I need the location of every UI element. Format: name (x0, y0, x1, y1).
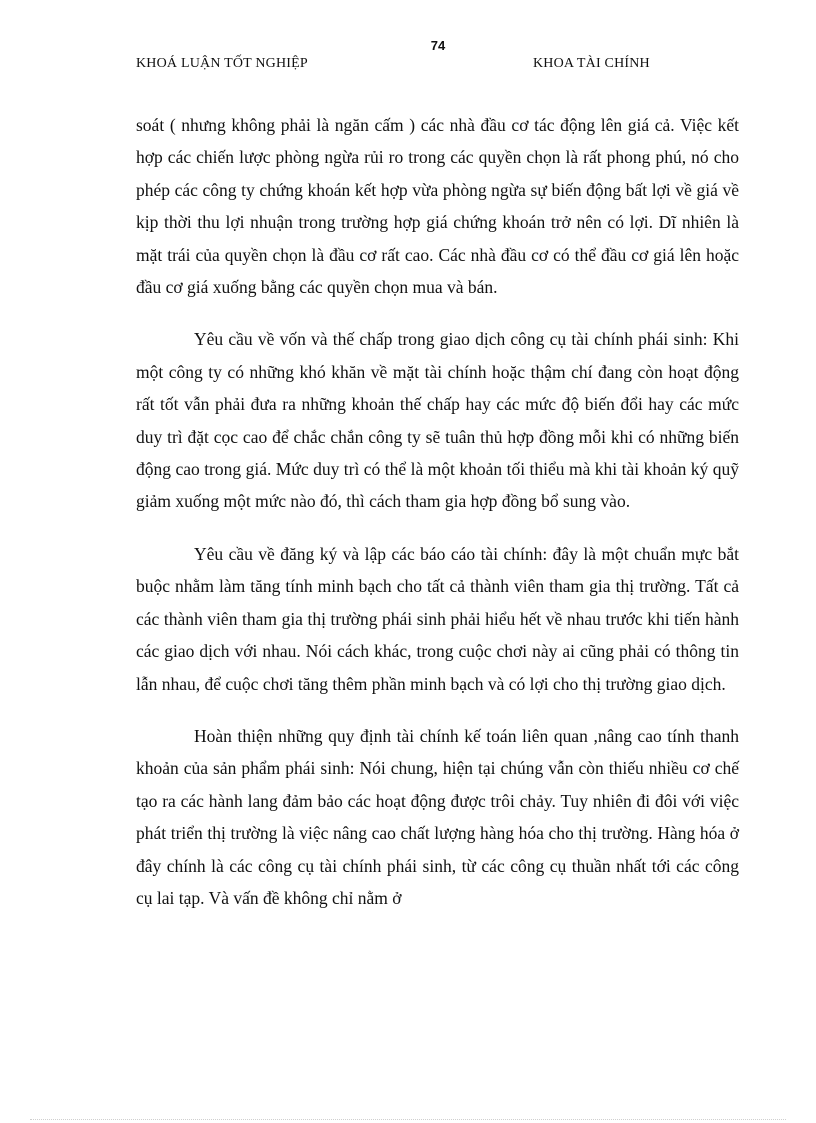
header-right-title: KHOA TÀI CHÍNH (533, 56, 650, 71)
paragraph-2: Yêu cầu về vốn và thế chấp trong giao dịch công cụ tài chính phái sinh: Khi một công ty có những khó khăn về mặt tài chính hoặc thậm chí đang còn hoạt động rất tốt vẫn phải đưa ra những khoản thế chấp hay các mức độ biến đổi hay các mức duy trì đặt cọc cao để chắc chắn công ty sẽ tuân thủ hợp đồng mỗi khi có những biến động cao trong giá. Mức duy trì có thể là một khoản tối thiểu mà khi tài khoản ký quỹ giảm xuống một mức nào đó, thì cách tham gia hợp đồng bổ sung vào. (136, 329, 739, 512)
page-number: 74 (430, 38, 446, 53)
paragraph-3: Yêu cầu về đăng ký và lập các báo cáo tài chính: đây là một chuẩn mực bắt buộc nhằm làm tăng tính minh bạch cho tất cả thành viên tham gia thị trường. Tất cả các thành viên tham gia thị trường phái sinh phải hiểu hết về nhau trước khi tiến hành các giao dịch với nhau. Nói cách khác, trong cuộc chơi này ai cũng phải có thông tin lẫn nhau, để cuộc chơi tăng thêm phần minh bạch và có lợi cho thị trường giao dịch. (136, 543, 739, 694)
bottom-divider (30, 1119, 786, 1120)
header-left-title: KHOÁ LUẬN TỐT NGHIỆP (136, 56, 308, 71)
paragraph-4: Hoàn thiện những quy định tài chính kế toán liên quan ,nâng cao tính thanh khoản của sản phẩm phái sinh: Nói chung, hiện tại chúng vẫn còn thiếu nhiều cơ chế tạo ra các hành lang đảm bảo các hoạt động được trôi chảy. Tuy nhiên đi đôi với việc phát triển thị trường là việc nâng cao chất lượng hàng hóa cho thị trường. Hàng hóa ở đây chính là các công cụ tài chính phái sinh, từ các công cụ thuần nhất tới các công cụ lai tạp. Và vấn đề không chỉ nằm ở (136, 725, 739, 908)
body-text (136, 109, 739, 934)
paragraph-1: soát ( nhưng không phải là ngăn cấm ) các nhà đầu cơ tác động lên giá cả. Việc kết hợp các chiến lược phòng ngừa rủi ro trong các quyền chọn là rất phong phú, nó cho phép các công ty chứng khoán kết hợp vừa phòng ngừa sự biến động bất lợi về giá về kịp thời thu lợi nhuận trong trường hợp giá chứng khoán trở nên có lợi. Dĩ nhiên là mặt trái của quyền chọn là đầu cơ rất cao. Các nhà đầu cơ có thể đầu cơ giá lên hoặc đầu cơ giá xuống bằng các quyền chọn mua và bán. (136, 115, 739, 298)
